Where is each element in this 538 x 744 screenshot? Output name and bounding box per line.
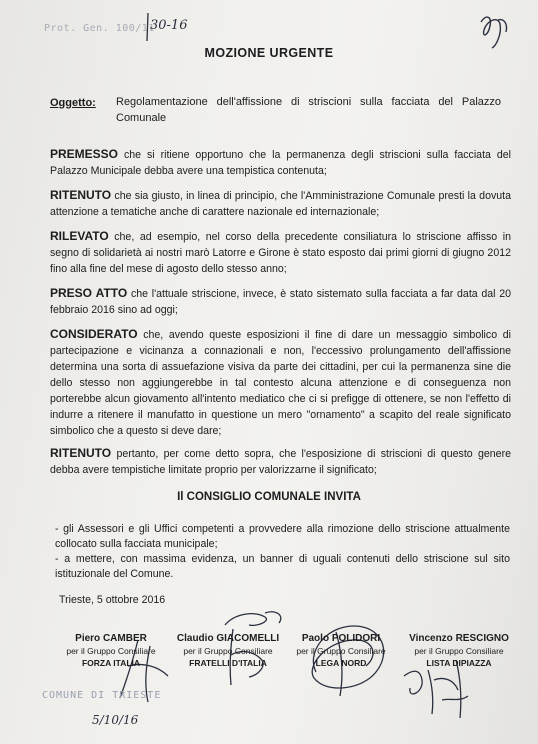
protocol-stamp: Prot. Gen. 100/11 [44, 23, 155, 34]
paragraph-text: che si ritiene opportuno che la permanenza degli striscioni sulla facciata del Palazzo Municipale debba avere una tempistica contenuta; [50, 149, 511, 177]
paragraph-lead: RILEVATO [50, 229, 109, 243]
paragraph-ritenuto-pertanto [50, 445, 511, 478]
request-item: - a mettere, con massima evidenza, un banner di uguali contenuti dello striscione sul sito istituzionale del Comune. [55, 553, 510, 580]
signer-role: per il Gruppo Consiliare [183, 646, 273, 656]
signer-name: Vincenzo RESCIGNO [409, 633, 509, 644]
signer-name: Piero CAMBER [75, 633, 147, 644]
paragraph-lead: CONSIDERATO [50, 327, 138, 341]
paragraph-text: pertanto, per come detto sopra, che l'esposizione di striscioni di questo genere debba avere tempistiche limitate proprio per valorizzarne il significato; [50, 448, 511, 476]
signer-role: per il Gruppo Consiliare [296, 646, 386, 656]
signer-group: FRATELLI D'ITALIA [189, 658, 267, 668]
paragraph-considerato [50, 326, 511, 439]
signer-group: LEGA NORD [315, 658, 367, 668]
signer-giacomelli [166, 633, 290, 669]
paragraph-lead: RITENUTO [50, 446, 112, 460]
receipt-handwritten-date: 5/10/16 [92, 713, 139, 727]
signer-role: per il Gruppo Consiliare [414, 646, 504, 656]
paragraph-text: che, ad esempio, nel corso della precedente consiliatura lo striscione affisso in segno di solidarietà ai nostri marò Latorre e Girone è stato esposto dai primi giorni di giugno 2012 fino alla fine del mese di agosto dello stesso anno; [50, 231, 511, 275]
paragraph-premesso [50, 146, 511, 179]
signer-polidori [288, 633, 394, 669]
subject-label: Oggetto: [50, 97, 96, 109]
paragraph-lead: PREMESSO [50, 147, 119, 161]
signer-camber [56, 633, 166, 669]
signer-rescigno [396, 633, 522, 669]
invita-heading: Il CONSIGLIO COMUNALE INVITA [177, 491, 361, 503]
signer-name: Claudio GIACOMELLI [176, 633, 280, 644]
paragraph-lead: PRESO ATTO [50, 286, 128, 300]
signer-role: per il Gruppo Consiliare [66, 646, 156, 656]
date-line: Trieste, 5 ottobre 2016 [59, 594, 166, 606]
paragraph-rilevato [50, 228, 511, 277]
subject-text: Regolamentazione dell'affissione di striscioni sulla facciata del Palazzo Comunale [116, 96, 501, 124]
signer-name: Paolo POLIDORI [301, 633, 381, 644]
signer-group: FORZA ITALIA [81, 658, 141, 668]
paragraph-lead: RITENUTO [50, 188, 112, 202]
paragraph-text: che l'attuale striscione, invece, è stato sistemato sulla facciata a far data dal 20 febbraio 2016 sino ad oggi; [50, 288, 512, 316]
paragraph-text: che sia giusto, in linea di principio, che l'Amministrazione Comunale presti la dovuta attenzione a tematiche anche di carattere nazionale ed internazionale; [50, 190, 511, 218]
paragraph-ritenuto [50, 187, 511, 220]
paragraph-preso-atto [50, 285, 511, 318]
document-title: MOZIONE URGENTE [204, 46, 334, 60]
handwritten-number: 30-16 [150, 18, 188, 33]
receipt-stamp: COMUNE DI TRIESTE [42, 690, 162, 701]
paragraph-text: che, avendo queste esposizioni il fine di dare un messaggio simbolico di partecipazione e vicinanza a connazionali e non, l'eccessivo prolungamento dell'affissione determina una sorta di assuefazione visiva da parte dei cittadini, per cui la permanenza sine die dello stesso non aggiungerebbe in tal contesto alcuna attenzione e di conseguenza non porterebbe alcun giovamento all'intento mediatico che ci si prefigge di ottenere, se non l'effetto di indurre a ritenere il manufatto in questione un mero "ornamento" a scapito del reale significato simbolico che a questo si deve dare; [50, 329, 511, 437]
signer-group: LISTA DIPIAZZA [426, 658, 492, 668]
request-item: - gli Assessori e gli Uffici competenti a provvedere alla rimozione dello striscione attualmente collocato sulla facciata municipale; [55, 523, 510, 550]
